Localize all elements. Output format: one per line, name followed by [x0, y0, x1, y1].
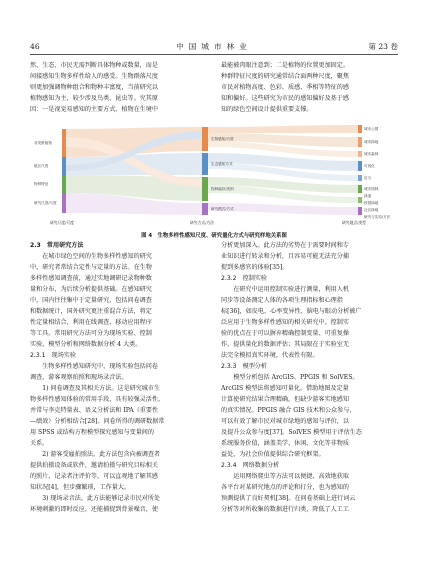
sankey-node [358, 207, 362, 215]
node-label: 可视化 [364, 164, 375, 168]
sankey-diagram [30, 117, 398, 229]
subsection-title: 2.3.1 现场实验 [30, 352, 76, 359]
text-line: 可以有效了解市民对城市绿地的感知与评价，以 [221, 418, 349, 425]
node-label: 生物感知/尺度 [211, 137, 234, 141]
text-line: 系统服务价值，涵盖美学、休闲、文化等非物质 [221, 440, 349, 447]
text-line: 环境刺激的即时反应，还能捕捉到背景噪音，使 [30, 506, 158, 513]
node-label: 城市公园 [364, 127, 379, 131]
text-line: 因：一是视觉易感知的主要方式，植物在生境中 [30, 106, 158, 113]
node-label: 物种特征 [34, 182, 49, 186]
node-label: 城市绿地 [364, 140, 379, 144]
node-label: 植区尺度 [34, 164, 49, 168]
axis-label-method: 研究方式/方法 [190, 220, 215, 225]
sankey-node [62, 193, 66, 213]
text-line: 种群特征尺度的研究通常结合面两种尺度，聚焦 [221, 73, 349, 80]
text-line: 物多样性感知体验的常用手段，具有较强灵活性， [30, 396, 165, 403]
sankey-node [62, 175, 66, 193]
node-label: 应当 [364, 176, 372, 180]
text-line: —绩效）分析相结合[28]。问卷所得的调研数据常 [30, 418, 165, 425]
sankey-node [358, 161, 362, 171]
text-line: 调查、游客观察拍照和现场录音法。 [30, 374, 128, 381]
top-right-column [221, 60, 399, 115]
volume-number: 第 23 卷 [368, 42, 398, 51]
text-line: 同步等设备测定人体的各项生理指标和心理指 [221, 297, 343, 304]
text-line: 性定量相结合，利用在线调查、移动应用程序 [30, 319, 152, 326]
text-line: 捉到多感官的体验[35]。 [221, 264, 289, 271]
text-line: 间接感知生物多样性给人的感受。生物群落尺度 [30, 73, 158, 80]
node-label: 物种偏好/类别 [211, 187, 234, 191]
text-line: 量和分布，为后续分析提供基础。在感知研究 [30, 286, 152, 293]
text-line: 及提升公众参与度[37]。SolVES 模型用于评估生态 [221, 429, 362, 436]
text-line: 各平台对某研究地点的评论和打分，也为感知的 [221, 484, 349, 491]
text-line: 中，研究者常结合定性与定量的方法。在生物 [30, 264, 152, 271]
subsection-title: 2.3.4 网络数据分析 [221, 462, 280, 469]
text-line: 然、生态、市民无需判断具体物种或数量，而是 [30, 62, 158, 69]
text-line: 在城市绿色空间的生物多样性感知的研究 [42, 253, 152, 260]
sankey-node [358, 137, 362, 147]
text-line: 法完全模拟真实环境，代表性有限。 [221, 352, 319, 359]
sankey-node [62, 129, 66, 157]
text-line: 生物多样性感知研究中，现场实验包括问卷 [42, 363, 158, 370]
subsection-title: 2.3.2 控制实验 [221, 275, 267, 282]
node-label: 研究尺度/尺度 [34, 201, 57, 205]
text-line: 作，提供量化的数据评估；其局限在于实验室无 [221, 341, 349, 348]
node-label: 城市森林 [364, 152, 379, 156]
text-line: 关系。 [30, 440, 49, 447]
flow-band [208, 125, 358, 133]
text-line: 1) 问卷调查及其相关方法。这是研究城市生 [42, 385, 161, 392]
text-line: 最能被肉眼注意到；二是植物的位置更加固定。 [221, 62, 349, 69]
text-line: 实验、模型分析和网络数据分析 4 大类。 [30, 341, 142, 348]
bottom-left-column [30, 240, 208, 515]
text-line: 分析更加深入。此方法的劣势在于需要时间和专 [221, 242, 349, 249]
text-line: ArcGIS 模型法将感知可量化，借助地图及定量 [221, 385, 349, 392]
page-header [30, 40, 398, 55]
text-line: 知状况[4]，但步骤繁琐，工作量大。 [30, 484, 131, 491]
text-line: 验的优点在于可以摒弃精确控制变量、可重复操 [221, 330, 349, 337]
text-line: 的照片，记录者注评价等，可以直观地了解其感 [30, 473, 158, 480]
text-line: 等工具。常用研究方法可分为现场实验、控制 [30, 330, 152, 337]
text-line: 市民对植物高度、色彩、质感、季相等特征的感 [221, 84, 349, 91]
node-label: 研究与实验/方法 [364, 215, 391, 219]
middle-nodes [202, 127, 208, 215]
sankey-figure [30, 117, 398, 229]
axis-label-scale: 研究尺度/尺度 [50, 220, 75, 225]
sankey-node [358, 185, 362, 193]
left-nodes [62, 129, 66, 213]
text-line: 预测提供了良好契机[38]。在问卷基础上进行词云 [221, 495, 356, 502]
text-line: 计算使研究结果合理精确，但缺少游客实地感知 [221, 396, 349, 403]
sankey-node [202, 153, 208, 175]
node-label: 绿道 [364, 194, 372, 198]
text-line: 和数据统计，国外研究更注重混合方法，将定 [30, 308, 152, 315]
sankey-node [358, 175, 362, 181]
text-line: 模型分析包括 ArcGIS、PPGIS 和 SolVES。 [233, 374, 359, 381]
text-line: 多样性感知调查前，通过实地调研记录物种数 [30, 275, 152, 282]
sankey-node [358, 151, 362, 157]
node-label: 生态感知方式 [211, 162, 233, 166]
text-line: 中，国内往往集中于定量研究，包括问卷调查 [30, 297, 152, 304]
sankey-node [358, 125, 362, 133]
sankey-node [202, 177, 208, 201]
node-label: 校园绿地 [364, 201, 379, 205]
sankey-node [358, 197, 362, 203]
figure-caption: 图 4 生物多样性感知尺度、研究量化方式与研究样地关系图 [141, 233, 287, 239]
node-label: 城市园林 [364, 187, 379, 191]
page-number: 46 [30, 42, 40, 51]
text-line: 泛应用于生物多样性感知的相关研究中。控制实 [221, 319, 349, 326]
sankey-node [62, 157, 66, 175]
text-line: 知和偏好。这些研究为市民的感知偏好及基于感 [221, 95, 349, 102]
text-line: 的真实情况。PPGIS 融合 GIS 技术和公众参与， [221, 407, 356, 414]
text-line: 知的绿色空间设计提供重要支撑。 [221, 106, 313, 113]
node-label: 研究模式/方式 [211, 207, 234, 211]
text-line: 业知识进行转录和分析，且容易可能无法充分捕 [221, 253, 349, 260]
node-label: 非发维植物 [34, 141, 52, 145]
sankey-node [202, 203, 208, 215]
text-line: 则更加强调物种组合和物种丰富度，当前研究以 [30, 84, 158, 91]
text-line: 用 SPSS 或结构方程模型探究感知与变量间的 [30, 429, 154, 436]
text-line: 在研究中运用控制实验进行测量，利用人机 [233, 286, 349, 293]
text-line: 益处，为社会价值提供综合研究框架。 [221, 451, 325, 458]
sankey-node [202, 127, 208, 151]
text-line: 植物感知为主，较少涉及鸟类、昆虫等。究其原 [30, 95, 158, 102]
section-title: 2.3 常用研究方法 [30, 242, 84, 249]
bottom-right-column [221, 240, 399, 515]
axis-label-site: 研究地点/类型 [342, 220, 367, 225]
text-line: 分析等对所收集的数据进行归类，降低了人工工 [221, 506, 349, 513]
text-line: 并常与李克特量表、语义分析法和 IPA（重要性 [30, 407, 159, 414]
text-line: 运用网络爬虫等方法可以便捷、高效地获取 [233, 473, 349, 480]
subsection-title: 2.3.3 模型分析 [221, 363, 267, 370]
right-nodes [358, 125, 362, 215]
text-line: 提供拍摄设备或软件，邀请拍摄与研究目标相关 [30, 462, 158, 469]
text-line: 标[36]，如皮电、心率变异性、脑电与眼动分析被广 [221, 308, 362, 315]
text-line: 2) 游客受雇拍照法。此方法包含向被调查者 [42, 451, 161, 458]
top-left-column [30, 60, 208, 115]
node-label: 社区绿地 [364, 208, 379, 212]
journal-title: 中国城市林业 [176, 42, 252, 51]
text-line: 3) 现场录音法。此方法能够记录市民对所处 [42, 495, 161, 502]
